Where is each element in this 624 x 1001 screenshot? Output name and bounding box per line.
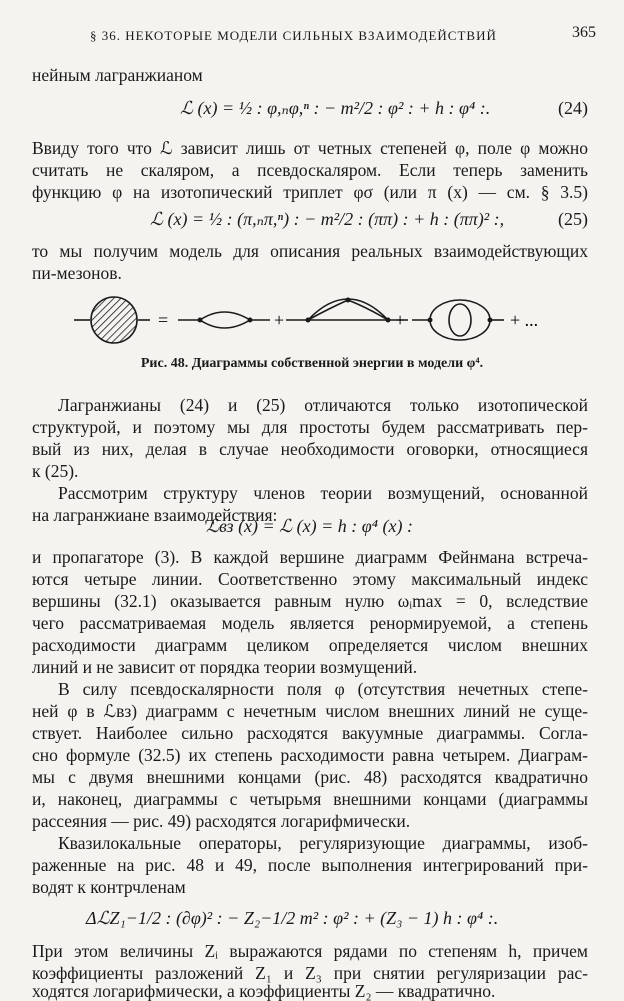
text-line: Квазилокальные операторы, регуляризующие диаграммы, изоб- [58, 833, 588, 853]
text-line: вершины (32.1) оказывается равным нулю ωᵢmax = 0, вследствие [32, 591, 588, 611]
text-line: вый из них, делая в случае необходимости оговорки, относящиеся [32, 439, 588, 459]
text-line: Лагранжианы (24) и (25) отличаются только изотопической [58, 395, 588, 415]
equation-24: ℒ (x) = ½ : φ,ₙφ,ⁿ : − m²/2 : φ² : + h : φ⁴ :. [180, 98, 491, 118]
text-line: функцию φ на изотопический триплет φσ (или π (x) — см. § 3.5) [32, 182, 588, 202]
figure-op: + [395, 310, 406, 330]
equation-25: ℒ (x) = ½ : (π,ₙπ,ⁿ) : − m²/2 : (ππ) : + h : (ππ)² :, [150, 209, 505, 229]
text-line: расходимости диаграмм целиком определяется числом внешних [32, 635, 588, 655]
figure-op: = [158, 310, 169, 330]
text-line: и, наконец, диаграммы с четырьмя внешними концами (диаграммы [32, 789, 588, 809]
figure-op: + [274, 310, 285, 330]
page-number: 365 [572, 24, 596, 41]
text-line: считать не скаляром, а псевдоскаляром. Если теперь заменить [32, 160, 588, 180]
text-line: водят к контрчленам [32, 877, 186, 897]
text-line: мы с двумя внешними концами (рис. 48) расходятся квадратично [32, 767, 588, 787]
text-line: При этом величины Zᵢ выражаются рядами по степеням h, причем [32, 941, 588, 961]
text-line: Рассмотрим структуру членов теории возмущений, основанной [58, 483, 588, 503]
text-line: коэффициенты разложений Z₁ и Z₃ при снятии регуляризации рас- [32, 963, 588, 983]
text-line: ствует. Наиболее сильно расходятся вакуумные диаграммы. Согла- [32, 723, 588, 743]
text-line: ются четыре линии. Соответственно этому максимальный индекс [32, 569, 588, 589]
text-line: сно формуле (32.5) их степень расходимости равна четырем. Диаграм- [32, 745, 588, 765]
text-line: структурой, и поэтому мы для простоты будем рассматривать пер- [32, 417, 588, 437]
text-line: и пропагаторе (3). В каждой вершине диаграмм Фейнмана встреча- [32, 547, 588, 567]
text-line: чего рассматриваемая модель является ренормируемой, а степень [32, 613, 588, 633]
equation-number-25: (25) [558, 209, 588, 229]
header-title: § 36. НЕКОТОРЫЕ МОДЕЛИ СИЛЬНЫХ ВЗАИМОДЕЙСТВИЙ [90, 28, 497, 43]
figure-caption: Рис. 48. Диаграммы собственной энергии в модели φ⁴. [140, 356, 484, 371]
text-line: ходятся логарифмически, а коэффициенты Z₂ — квадратично. [32, 981, 496, 1001]
self-energy-diagrams [74, 288, 554, 358]
equation-number-24: (24) [558, 98, 588, 118]
running-header [72, 22, 596, 46]
blob-icon [91, 297, 137, 343]
text-line: пи-мезонов. [32, 263, 122, 283]
text-line: рассеяния — рис. 49) расходятся логарифмически. [32, 811, 411, 831]
figure-op: + ... [510, 310, 539, 330]
text-line: раженные на рис. 48 и 49, после выполнения интегрирований при- [32, 855, 588, 875]
text-line: линий и не зависит от порядка теории возмущений. [32, 657, 418, 677]
equation-counterterms: ΔℒZ₁−1/2 : (∂φ)² : − Z₂−1/2 m² : φ² : + (Z₃ − 1) h : φ⁴ :. [86, 908, 499, 928]
text-line: Ввиду того что ℒ зависит лишь от четных степеней φ, поле φ можно [32, 138, 588, 158]
text-line: то мы получим модель для описания реальных взаимодействующих [32, 241, 588, 261]
equation-interaction: ℒвз (x) = ℒ (x) = h : φ⁴ (x) : [206, 516, 413, 536]
text-line: к (25). [32, 461, 79, 481]
text-line: В силу псевдоскалярности поля φ (отсутствия нечетных степе- [58, 679, 588, 699]
text-line: нейным лагранжианом [32, 65, 203, 85]
text-line: ней φ в ℒвз) диаграмм с нечетным числом внешних линий не суще- [32, 701, 588, 721]
text-line: на лагранжиане взаимодействия: [32, 505, 278, 525]
